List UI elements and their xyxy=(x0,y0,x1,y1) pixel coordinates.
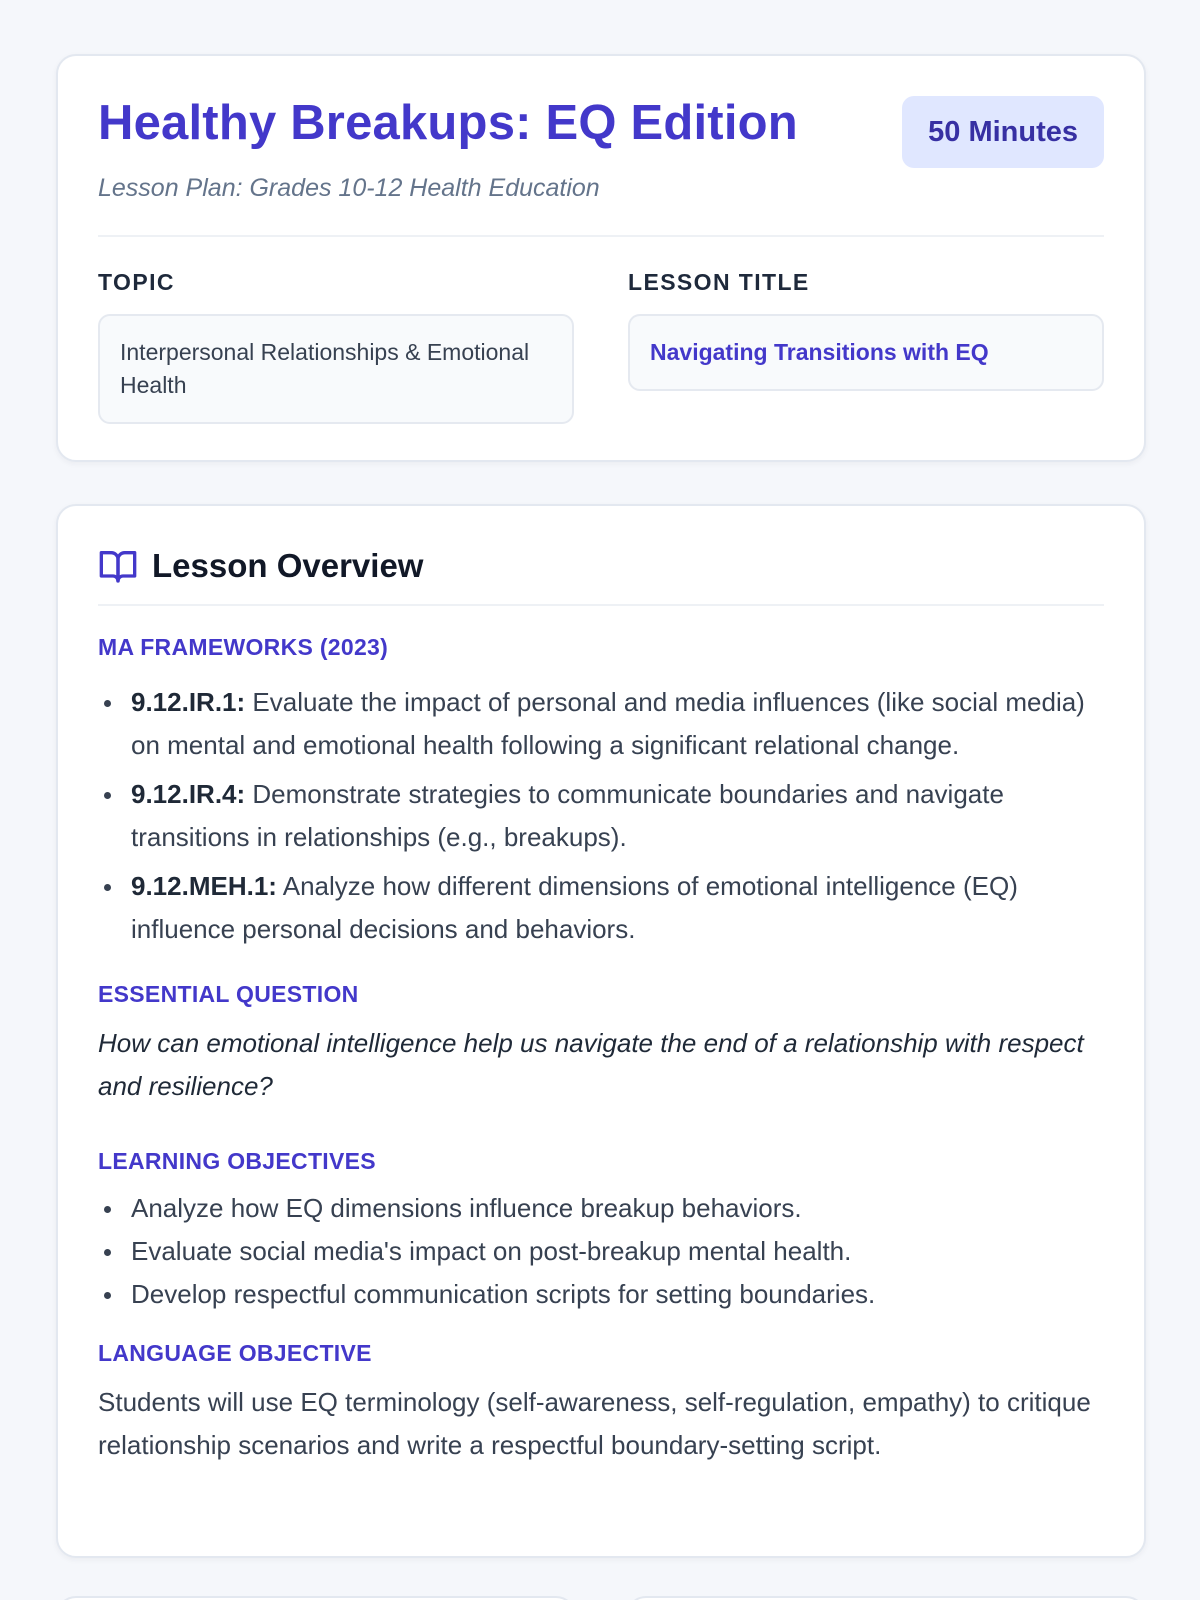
list-item: Analyze how EQ dimensions influence breakup behaviors. xyxy=(98,1187,1104,1230)
standards-list xyxy=(98,681,1104,951)
topic-field xyxy=(98,269,574,424)
book-open-icon xyxy=(98,546,138,586)
standard-text: Analyze how different dimensions of emotional intelligence (EQ) influence personal decisions and behaviors. xyxy=(131,871,1018,944)
standard-code: 9.12.IR.4: xyxy=(131,779,246,809)
learning-objectives-list xyxy=(98,1187,1104,1316)
overview-title: Lesson Overview xyxy=(152,547,424,584)
list-item: Develop respectful communication scripts for setting boundaries. xyxy=(98,1273,1104,1316)
page-title: Healthy Breakups: EQ Edition xyxy=(98,96,798,150)
learning-objectives-heading: LEARNING OBJECTIVES xyxy=(98,1148,376,1174)
standard-text: Demonstrate strategies to communicate boundaries and navigate transitions in relationships (e.g., breakups). xyxy=(131,779,1004,852)
lesson-header-card xyxy=(56,54,1146,462)
topic-label: TOPIC xyxy=(98,269,175,295)
duration-badge: 50 Minutes xyxy=(902,96,1104,168)
lesson-title-value: Navigating Transitions with EQ xyxy=(628,314,1104,391)
lesson-overview-card xyxy=(56,504,1146,1558)
frameworks-heading: MA FRAMEWORKS (2023) xyxy=(98,634,389,660)
lesson-title-label: LESSON TITLE xyxy=(628,269,810,295)
topic-value: Interpersonal Relationships & Emotional Health xyxy=(98,314,574,424)
header-divider xyxy=(98,235,1104,237)
standard-code: 9.12.MEH.1: xyxy=(131,871,277,901)
standard-code: 9.12.IR.1: xyxy=(131,687,246,717)
list-item xyxy=(98,865,1104,951)
language-objective-heading: LANGUAGE OBJECTIVE xyxy=(98,1340,372,1366)
lesson-title-field xyxy=(628,269,1104,424)
list-item: Evaluate social media's impact on post-breakup mental health. xyxy=(98,1230,1104,1273)
meta-row xyxy=(98,269,1104,424)
title-row xyxy=(98,96,1104,168)
next-card-right xyxy=(626,1596,1146,1600)
list-item xyxy=(98,681,1104,767)
language-objective-text: Students will use EQ terminology (self-awareness, self-regulation, empathy) to critique relationship scenarios and write a respectful boundary-setting script. xyxy=(98,1387,1091,1460)
essential-question-heading: ESSENTIAL QUESTION xyxy=(98,981,359,1007)
list-item xyxy=(98,773,1104,859)
essential-question-text: How can emotional intelligence help us navigate the end of a relationship with respect and resilience? xyxy=(98,1028,1084,1101)
lesson-subtitle: Lesson Plan: Grades 10-12 Health Education xyxy=(98,174,600,202)
overview-section-header xyxy=(98,546,1104,606)
standard-text: Evaluate the impact of personal and media influences (like social media) on mental and emotional health following a significant relational change. xyxy=(131,687,1085,760)
next-card-left xyxy=(56,1596,576,1600)
